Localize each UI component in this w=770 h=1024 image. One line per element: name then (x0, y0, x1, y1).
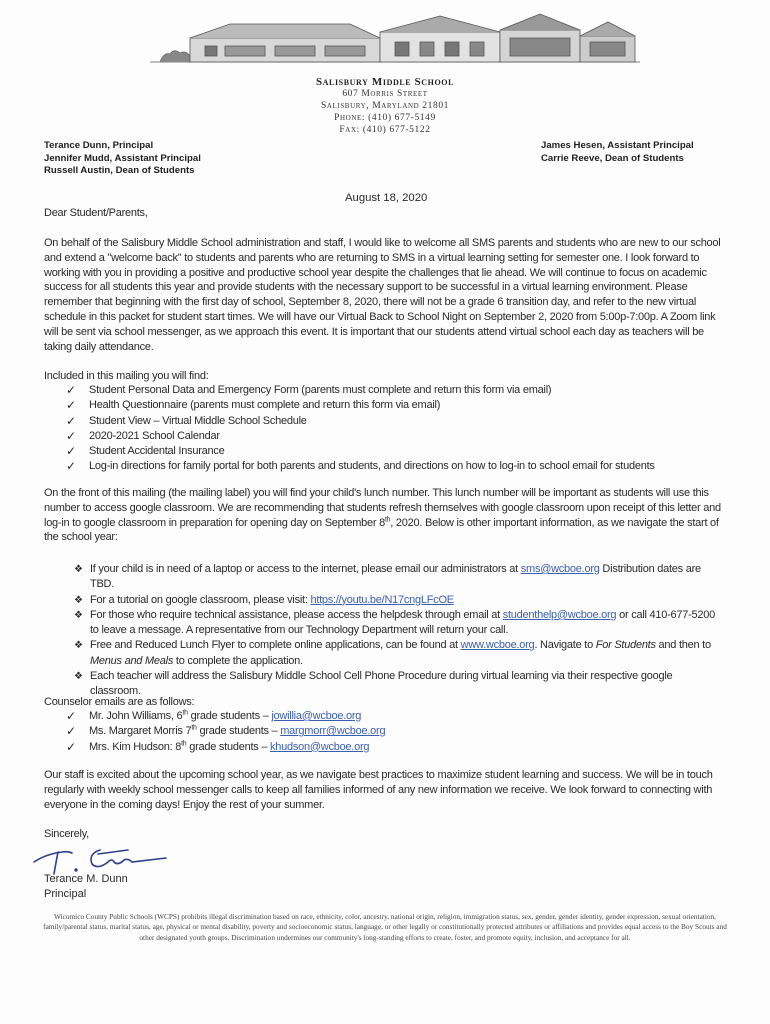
list-item: ❖ Each teacher will address the Salisbury Middle School Cell Phone Procedure during virtual learning via their respective google classroom. (74, 670, 673, 698)
school-name: Salisbury Middle School (315, 76, 455, 88)
admin-list-right (541, 140, 694, 165)
school-street: 607 Morris Street (342, 89, 428, 99)
signer-title: Principal (44, 887, 87, 900)
list-item: ❖ For those who require technical assistance, please access the helpdesk through email at studenthelp@wcboe.org or call 410-677-5200 to leave a message. A representative from our Technology Department will return your call. (74, 608, 716, 637)
checkmark-icon: ✓ (66, 724, 76, 739)
closing-paragraph: Our staff is excited about the upcoming school year, as we navigate best practices to maximize student learning and success. We will be in touch regularly with weekly school messenger calls to keep all families informed of any new information we receive. We look forward to connecting with everyone in the coming days! Enjoy the rest of your summer. (44, 769, 713, 811)
school-fax: Fax: (410) 677-5122 (339, 125, 431, 135)
mailing-checklist (66, 383, 726, 475)
list-item: ✓ 2020-2021 School Calendar (66, 428, 220, 443)
greeting: Dear Student/Parents, (44, 207, 148, 219)
checkmark-icon: ✓ (66, 459, 76, 474)
admin-dean: Carrie Reeve, Dean of Students (541, 152, 684, 164)
admin-assistant-principal: James Hesen, Assistant Principal (541, 140, 694, 151)
list-item: ✓ Mrs. Kim Hudson: 8th grade students – khudson@wcboe.org (66, 739, 370, 754)
checkmark-icon: ✓ (66, 398, 76, 413)
diamond-bullet-icon: ❖ (74, 564, 83, 575)
list-item: ✓ Log-in directions for family portal for both parents and students, and directions on how to log-in to school email for students (66, 459, 655, 474)
counselor-list (66, 709, 466, 755)
list-item: ❖ For a tutorial on google classroom, please visit: https://youtu.be/N17cngLFcOE (74, 593, 724, 608)
nondiscrimination-footer: Wicomico County Public Schools (WCPS) prohibits illegal discrimination based on race, ethnicity, color, ancestry, national origin, religion, immigration status, sex, gender, gender identity, gender expression, sexual orientation, family/parental status, marital status, age, physical or mental disability, poverty and socioeconomic status, language, or other legally or constitutionally protected attributes or affiliations and provides equal access to the Boy Scouts and other designated youth groups. Discrimination undermines our community's long-standing efforts to create, foster, and promote equity, inclusion, and acceptance for all. (43, 912, 727, 942)
signer-name: Terance M. Dunn (44, 873, 128, 885)
welcome-paragraph: On behalf of the Salisbury Middle School administration and staff, I would like to welcome all SMS parents and students who are new to our school and extend a "welcome back" to students and parents who are returning to SMS in a virtual learning setting for semester one. I look forward to working with you in providing a positive and productive school year despite the challenges that lie ahead. We will continue to focus on academic success for all students this year and provide students with the necessary support to be successful in a virtual learning environment. Please remember that beginning with the first day of school, September 8, 2020, there will not be a grade 6 transition day, and refer to the new virtual schedule in this packet for student start times. We will have our Virtual Back to School Night on September 2, 2020 from 5:00p-7:00p. A Zoom link will be sent via school messenger, as we approach this event. It is important that our students attend virtual school each day as teachers will be taking daily attendance. (44, 237, 721, 353)
checkmark-icon: ✓ (66, 709, 76, 723)
diamond-bullet-icon: ❖ (74, 609, 83, 621)
list-item: ✓ Student View – Virtual Middle School Schedule (66, 413, 307, 428)
helpdesk-email-link[interactable]: studenthelp@wcboe.org (502, 608, 617, 621)
counselor-email-link[interactable]: khudson@wcboe.org (270, 740, 370, 753)
checkmark-icon: ✓ (66, 428, 76, 443)
counselor-intro: Counselor emails are as follows: (44, 696, 195, 708)
list-item: ❖ If your child is in need of a laptop or access to the internet, please email our administrators at sms@wcboe.org Distribution dates are TBD. (74, 563, 701, 591)
checkmark-icon: ✓ (66, 739, 76, 754)
school-phone: Phone: (410) 677-5149 (334, 113, 436, 123)
closing-salutation: Sincerely, (44, 828, 89, 840)
diamond-bullet-icon: ❖ (74, 594, 83, 606)
school-letterhead (0, 76, 770, 136)
checkmark-icon: ✓ (66, 444, 76, 459)
lunch-number-paragraph: On the front of this mailing (the mailing label) you will find your child's lunch number. This lunch number will be important as students will use this number to access google classroom. We are recommending that students refresh themselves with google classroom upon receipt of this letter and log-in to google classroom in preparation for opening day on September 8th, 2020. Below is other important information, as we navigate the start of the school year: (44, 487, 721, 544)
diamond-bullet-icon: ❖ (74, 640, 83, 652)
signer-block (44, 872, 128, 902)
info-list (74, 562, 724, 700)
admin-assistant-principal: Jennifer Mudd, Assistant Principal (44, 152, 201, 164)
counselor-email-link[interactable]: margmorr@wcboe.org (280, 725, 386, 738)
admin-dean: Russell Austin, Dean of Students (44, 165, 195, 176)
list-item: ✓ Student Accidental Insurance (66, 444, 225, 459)
list-item: ✓ Student Personal Data and Emergency Form (parents must complete and return this form via email) (66, 383, 552, 397)
school-city: Salisbury, Maryland 21801 (320, 101, 450, 111)
tutorial-video-link[interactable]: https://youtu.be/N17cngLFcOE (310, 593, 454, 606)
letter-date: August 18, 2020 (345, 192, 428, 204)
list-item: ✓ Health Questionnaire (parents must complete and return this form via email) (66, 398, 441, 413)
list-item: ✓ Mr. John Williams, 6th grade students – jowillia@wcboe.org (66, 709, 362, 723)
list-item: ❖ Free and Reduced Lunch Flyer to complete online applications, can be found at www.wcboe.org. Navigate to For Students and then to Menus and Meals to complete the application. (74, 639, 711, 667)
admin-principal: Terance Dunn, Principal (44, 140, 154, 151)
list-item: ✓ Ms. Margaret Morris 7th grade students – margmorr@wcboe.org (66, 724, 386, 739)
admin-list-left (44, 140, 201, 178)
admin-email-link[interactable]: sms@wcboe.org (520, 563, 600, 575)
diamond-bullet-icon: ❖ (74, 671, 83, 683)
checkmark-icon: ✓ (66, 413, 76, 428)
checkmark-icon: ✓ (66, 383, 76, 397)
counselor-email-link[interactable]: jowillia@wcboe.org (271, 710, 362, 722)
district-website-link[interactable]: www.wcboe.org (460, 639, 535, 652)
mailing-intro: Included in this mailing you will find: (44, 370, 209, 382)
school-building-sketch (150, 8, 640, 70)
